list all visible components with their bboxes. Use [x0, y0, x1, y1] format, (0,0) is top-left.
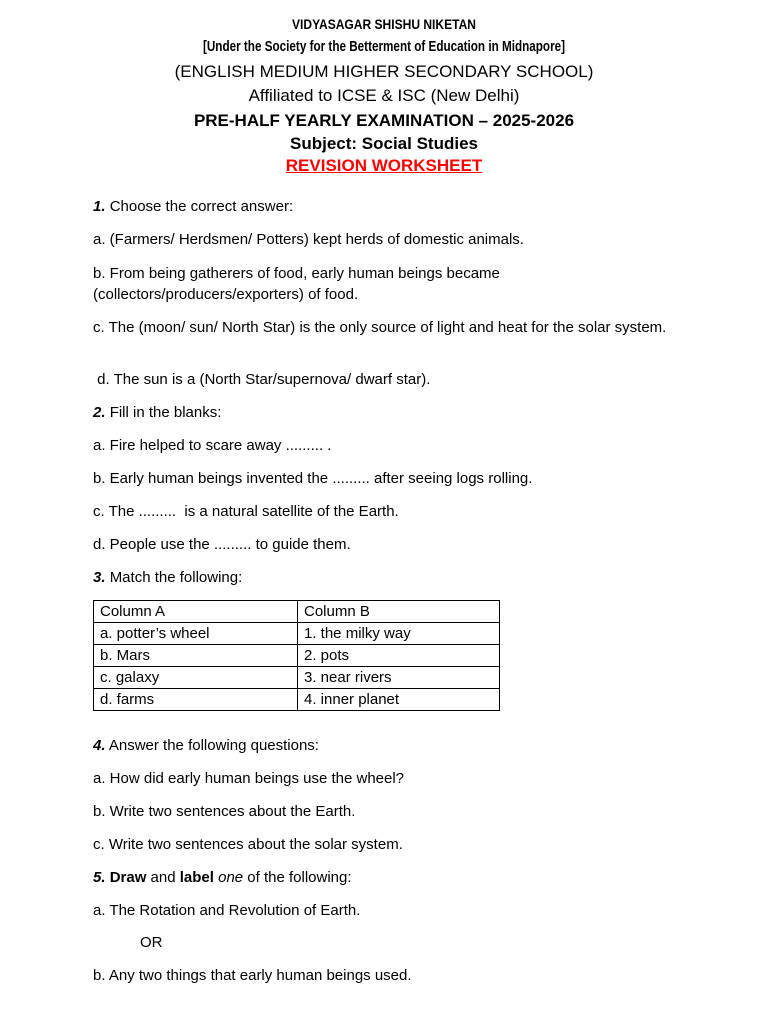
- q1-item-a: a. (Farmers/ Herdsmen/ Potters) kept herds of domestic animals.: [93, 231, 524, 248]
- q1-item-d: d. The sun is a (North Star/supernova/ dwarf star).: [93, 371, 431, 388]
- column-b-cell: 1. the milky way: [298, 623, 500, 645]
- q4-item-a: a. How did early human beings use the wheel?: [93, 770, 405, 787]
- column-a-cell: a. potter’s wheel: [94, 623, 298, 645]
- q2-item-a: a. Fire helped to scare away ......... .: [93, 437, 332, 454]
- column-a-cell: c. galaxy: [94, 667, 298, 689]
- q1-instruction: Choose the correct answer:: [109, 198, 294, 215]
- q4-heading: [93, 737, 319, 754]
- q2-item-b: b. Early human beings invented the ......... after seeing logs rolling.: [93, 470, 533, 487]
- column-a-cell: d. farms: [94, 689, 298, 711]
- column-a-header: Column A: [94, 601, 298, 623]
- q5-rest: of the following:: [243, 869, 352, 886]
- q1-item-c: c. The (moon/ sun/ North Star) is the only source of light and heat for the solar system.: [93, 319, 667, 336]
- q5-label: label: [179, 869, 214, 886]
- q5-or: OR: [140, 934, 163, 951]
- q2-instruction: Fill in the blanks:: [109, 404, 222, 421]
- society-line: [Under the Society for the Betterment of Education in Midnapore]: [202, 38, 566, 55]
- q1-item-b: b. From being gatherers of food, early human beings became (collectors/producers/exporters) of food.: [93, 265, 500, 303]
- match-table-header: [94, 601, 500, 623]
- q2-number: 2.: [93, 404, 106, 421]
- q4-instruction: Answer the following questions:: [108, 737, 319, 754]
- q5-number: 5.: [93, 869, 106, 886]
- q3-instruction: Match the following:: [109, 569, 243, 586]
- q2-item-d: d. People use the ......... to guide them.: [93, 536, 351, 553]
- q4-item-c: c. Write two sentences about the solar system.: [93, 836, 403, 853]
- table-row: [94, 689, 500, 711]
- q4-item-b: b. Write two sentences about the Earth.: [93, 803, 356, 820]
- match-table: [93, 600, 500, 711]
- subject-line: Subject: Social Studies: [290, 134, 478, 153]
- table-row: [94, 667, 500, 689]
- column-a-cell: b. Mars: [94, 645, 298, 667]
- q1-number: 1.: [93, 198, 106, 215]
- table-row: [94, 623, 500, 645]
- q5-one: one: [218, 869, 244, 886]
- column-b-cell: 4. inner planet: [298, 689, 500, 711]
- q2-heading: [93, 404, 221, 421]
- column-b-cell: 3. near rivers: [298, 667, 500, 689]
- affiliation-line: Affiliated to ICSE & ISC (New Delhi): [248, 86, 520, 105]
- worksheet-title: REVISION WORKSHEET: [285, 156, 483, 175]
- q2-item-c: c. The ......... is a natural satellite of the Earth.: [93, 503, 399, 520]
- column-b-header: Column B: [298, 601, 500, 623]
- q5-item-b: b. Any two things that early human beings used.: [93, 967, 412, 984]
- q4-number: 4.: [93, 737, 106, 754]
- medium-line: (ENGLISH MEDIUM HIGHER SECONDARY SCHOOL): [174, 62, 594, 81]
- table-row: [94, 645, 500, 667]
- school-name: VIDYASAGAR SHISHU NIKETAN: [292, 16, 476, 32]
- column-b-cell: 2. pots: [298, 645, 500, 667]
- q3-heading: [93, 569, 242, 586]
- exam-title: PRE-HALF YEARLY EXAMINATION – 2025-2026: [193, 111, 575, 130]
- q1-heading: [93, 198, 293, 215]
- q5-item-a: a. The Rotation and Revolution of Earth.: [93, 902, 361, 919]
- q5-draw: Draw: [109, 869, 147, 886]
- q5-and: and: [146, 869, 180, 886]
- q5-heading: [93, 869, 352, 886]
- q3-number: 3.: [93, 569, 106, 586]
